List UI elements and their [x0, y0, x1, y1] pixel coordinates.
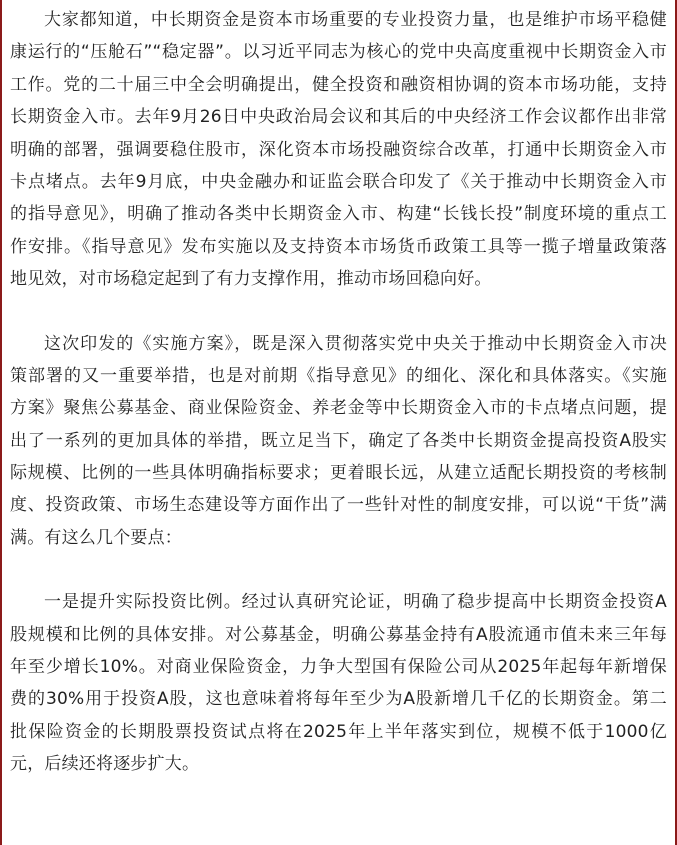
- text-line: 这次印发的《实施方案》，既是深入贯彻落实党中央关于推动中长期资金入市决: [44, 333, 667, 354]
- text-line: 长期资金入市。去年9月26日中央政治局会议和其后的中央经济工作会议都作出非常: [10, 107, 667, 128]
- text-line: 年至少增长10%。对商业保险资金，力争大型国有保险公司从2025年起每年新增保: [10, 657, 667, 678]
- text-line: 地见效，对市场稳定起到了有力支撑作用，推动市场回稳向好。: [10, 269, 492, 290]
- text-line: 度、投资政策、市场生态建设等方面作出了一些针对性的制度安排，可以说“干货”满: [10, 495, 667, 516]
- text-line: 股规模和比例的具体安排。对公募基金，明确公募基金持有A股流通市值未来三年每: [10, 624, 667, 645]
- text-line: 明确的部署，强调要稳住股市，深化资本市场投融资综合改革，打通中长期资金入市: [10, 139, 667, 160]
- paragraph-1: [10, 4, 667, 296]
- text-line: 的指导意见》，明确了推动各类中长期资金入市、构建“长钱长投”制度环境的重点工: [10, 204, 667, 225]
- text-line: 方案》聚焦公募基金、商业保险资金、养老金等中长期资金入市的卡点堵点问题，提: [10, 398, 667, 419]
- paragraph-3: [10, 586, 667, 780]
- text-line: 作安排。《指导意见》发布实施以及支持资本市场货币政策工具等一揽子增量政策落: [10, 236, 667, 257]
- text-line: 工作。党的二十届三中全会明确提出，健全投资和融资相协调的资本市场功能，支持: [10, 74, 667, 95]
- text-line: 际规模、比例的一些具体明确指标要求；更着眼长远，从建立适配长期投资的考核制: [10, 463, 667, 484]
- text-line: 满。有这么几个要点：: [10, 527, 182, 548]
- text-line: 批保险资金的长期股票投资试点将在2025年上半年落实到位，规模不低于1000亿: [10, 721, 667, 742]
- article-body: [10, 0, 667, 781]
- text-line: 卡点堵点。去年9月底，中央金融办和证监会联合印发了《关于推动中长期资金入市: [10, 171, 667, 192]
- paragraph-spacer: [10, 296, 667, 328]
- paragraph-2: [10, 328, 667, 555]
- paragraph-spacer: [10, 554, 667, 586]
- text-line: 大家都知道，中长期资金是资本市场重要的专业投资力量，也是维护市场平稳健: [44, 10, 667, 30]
- text-line: 出了一系列的更加具体的举措，既立足当下，确定了各类中长期资金提高投资A股实: [10, 430, 667, 451]
- text-line: 费的30%用于投资A股，这也意味着将每年至少为A股新增几千亿的长期资金。第二: [10, 689, 667, 710]
- text-line: 一是提升实际投资比例。经过认真研究论证，明确了稳步提高中长期资金投资A: [44, 592, 667, 613]
- text-line: 策部署的又一重要举措，也是对前期《指导意见》的细化、深化和具体落实。《实施: [10, 365, 667, 386]
- text-line: 元，后续还将逐步扩大。: [10, 754, 200, 775]
- text-line: 康运行的“压舱石”“稳定器”。以习近平同志为核心的党中央高度重视中长期资金入市: [10, 42, 667, 63]
